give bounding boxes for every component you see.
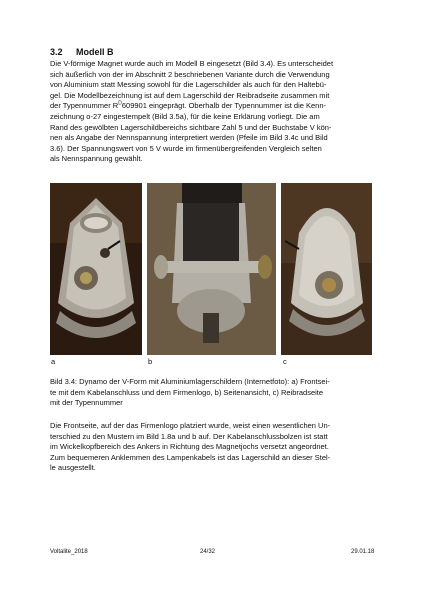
footer-left: Voltalite_2018 bbox=[50, 549, 88, 555]
caption-line: te mit dem Kabelanschluss und dem Firmenlogo, b) Seitenansicht, c) Reibradseite bbox=[50, 387, 324, 397]
photo-a-front-side bbox=[50, 183, 142, 355]
paragraph-line: als Nennspannung gewählt. bbox=[50, 154, 143, 164]
section-title: Modell B bbox=[76, 47, 114, 57]
paragraph-line: Die Frontseite, auf der das Firmenlogo platziert wurde, weist einen wesentlichen Un- bbox=[50, 421, 331, 430]
section-heading bbox=[50, 47, 114, 57]
superscript: D bbox=[118, 100, 122, 107]
caption-line: Bild 3.4: Dynamo der V-Form mit Aluminiumlagerschildern (Internetfoto): a) Frontsei- bbox=[50, 377, 330, 386]
photo-label-a: a bbox=[51, 357, 56, 366]
paragraph-line: gel. Die Modellbezeichnung ist auf dem Lagerschild der Reibradseite zusammen mit bbox=[50, 90, 330, 100]
paragraph-line: Rand des gewölbten Lagerschildbereichs sichtbare Zahl 5 und der Buchstabe V kön- bbox=[50, 122, 332, 132]
footer-date: 29.01.18 bbox=[351, 549, 375, 555]
paragraph-2 bbox=[50, 421, 380, 474]
paragraph-line: Zum bequemeren Anklemmen des Lampenkabels ist das Lagerschild an dieser Stel- bbox=[50, 452, 331, 462]
paragraph-line: im Wickelkopfbereich des Ankers in Richtung des Magnetjochs versetzt angeordnet. bbox=[50, 442, 329, 452]
photo-label-c: c bbox=[283, 357, 287, 366]
paragraph-line: von Aluminium statt Messing sowohl für die Lagerschilder als auch für den Haltebü- bbox=[50, 80, 327, 90]
section-number: 3.2 bbox=[50, 47, 63, 57]
caption-line: mit der Typennummer bbox=[50, 398, 123, 408]
text-fragment: der Typennummer R bbox=[50, 101, 119, 111]
paragraph-line: terschied zu den Mustern im Bild 1.8a und b auf. Der Kabelanschlussbolzen ist statt bbox=[50, 431, 328, 441]
photo-label-b: b bbox=[148, 357, 153, 366]
paragraph-line: nen als Angabe der Nennspannung interpretiert werden (Pfeile im Bild 3.4c und Bild bbox=[50, 133, 328, 143]
text-fragment: 609901 eingeprägt. Oberhalb der bbox=[121, 101, 235, 111]
footer-page-number: 24/32 bbox=[200, 549, 216, 555]
paragraph-line: sich äußerlich von der im Abschnitt 2 beschriebenen Variante durch die Verwendung bbox=[50, 69, 330, 79]
paragraph-line: zeichnung o-27 eingestempelt (Bild 3.5a), für die keine Erklärung vorliegt. Die am bbox=[50, 111, 320, 121]
photo-c-friction-wheel-side bbox=[281, 183, 372, 355]
text-fragment: Typennummer ist die Kenn- bbox=[234, 101, 327, 111]
paragraph-line-typenummer bbox=[50, 101, 380, 112]
photo-strip bbox=[50, 183, 372, 355]
paragraph-1 bbox=[50, 59, 380, 165]
paragraph-line: Die V-förmige Magnet wurde auch im Modell B eingesetzt (Bild 3.4). Es unterscheidet bbox=[50, 59, 334, 68]
figure-caption bbox=[50, 377, 380, 409]
paragraph-line: le ausgestellt. bbox=[50, 463, 96, 473]
paragraph-line: 3.6). Der Spannungswert von 5 V wurde im firmenübergreifenden Vergleich selten bbox=[50, 143, 322, 153]
photo-b-side-view bbox=[147, 183, 276, 355]
